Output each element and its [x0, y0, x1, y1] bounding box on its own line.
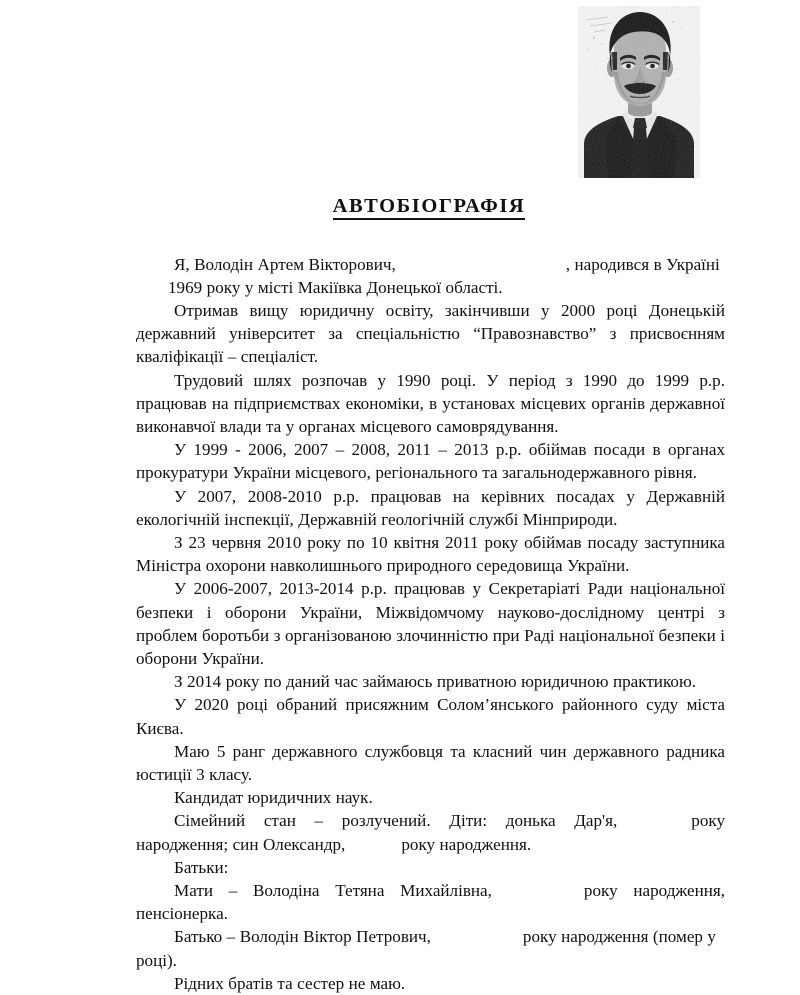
intro-born-text: , народився в Україні: [566, 255, 720, 274]
mother-year-label: року народження, пенсіонерка.: [136, 881, 725, 923]
paragraph-siblings: Рідних братів та сестер не маю.: [136, 972, 725, 995]
father-name-text: Батько – Володін Віктор Петрович,: [174, 927, 431, 946]
paragraph-parents-label: Батьки:: [136, 856, 725, 879]
document-body: [136, 0, 725, 995]
paragraph-rank: Маю 5 ранг державного службовця та класний чин державного радника юстиції 3 класу.: [136, 740, 725, 786]
paragraph-family: [136, 809, 725, 855]
paragraph-private-practice: З 2014 року по даний час займаюсь приватною юридичною практикою.: [136, 670, 725, 693]
family-son-text: року народження; син Олександр,: [136, 811, 725, 853]
paragraph-father: [136, 925, 725, 971]
paragraph-intro: [136, 253, 725, 299]
father-death-year-label: році).: [136, 951, 177, 970]
family-daughter-text: Сімейний стан – розлучений. Діти: донька Дар'я,: [174, 811, 617, 830]
intro-name-text: Я, Володін Артем Вікторович,: [174, 255, 396, 274]
intro-place-text: 1969 року у місті Макіївка Донецької області.: [168, 278, 503, 297]
page-title: [136, 0, 725, 217]
family-son-year-label: року народження.: [401, 835, 531, 854]
paragraph-prosecution: У 1999 - 2006, 2007 – 2008, 2011 – 2013 р.р. обіймав посади в органах прокуратури України місцевого, регіонального та загальнодержавного рівня.: [136, 438, 725, 484]
mother-name-text: Мати – Володіна Тетяна Михайлівна,: [174, 881, 492, 900]
father-year-label: року народження (помер у: [523, 927, 716, 946]
paragraph-degree: Кандидат юридичних наук.: [136, 786, 725, 809]
autobiography-text: [136, 253, 725, 995]
paragraph-education: Отримав вищу юридичну освіту, закінчивши у 2000 році Донецькій державний університет за спеціальністю “Правознавство” з присвоєнням кваліфікації – спеціаліст.: [136, 299, 725, 369]
page-title-text: АВТОБІОГРАФІЯ: [333, 195, 526, 220]
paragraph-ecology: У 2007, 2008-2010 р.р. працював на керівних посадах у Державній екологічній інспекції, Державній геологічній службі Мінприроди.: [136, 485, 725, 531]
paragraph-mother: [136, 879, 725, 925]
paragraph-deputy-minister: З 23 червня 2010 року по 10 квітня 2011 року обіймав посаду заступника Міністра охорони навколишнього природного середовища України.: [136, 531, 725, 577]
paragraph-career-start: Трудовий шлях розпочав у 1990 році. У період з 1990 до 1999 р.р. працював на підприємствах економіки, в установах місцевих органів державної виконавчої влади та у органах місцевого самоврядування.: [136, 369, 725, 439]
paragraph-juror: У 2020 році обраний присяжним Солом’янського районного суду міста Києва.: [136, 693, 725, 739]
paragraph-nsdc: У 2006-2007, 2013-2014 р.р. працював у Секретаріаті Ради національної безпеки і оборони України, Міжвідомчому науково-дослідному центрі з проблем боротьби з організованою злочинністю при Раді національної безпеки і оборони України.: [136, 577, 725, 670]
